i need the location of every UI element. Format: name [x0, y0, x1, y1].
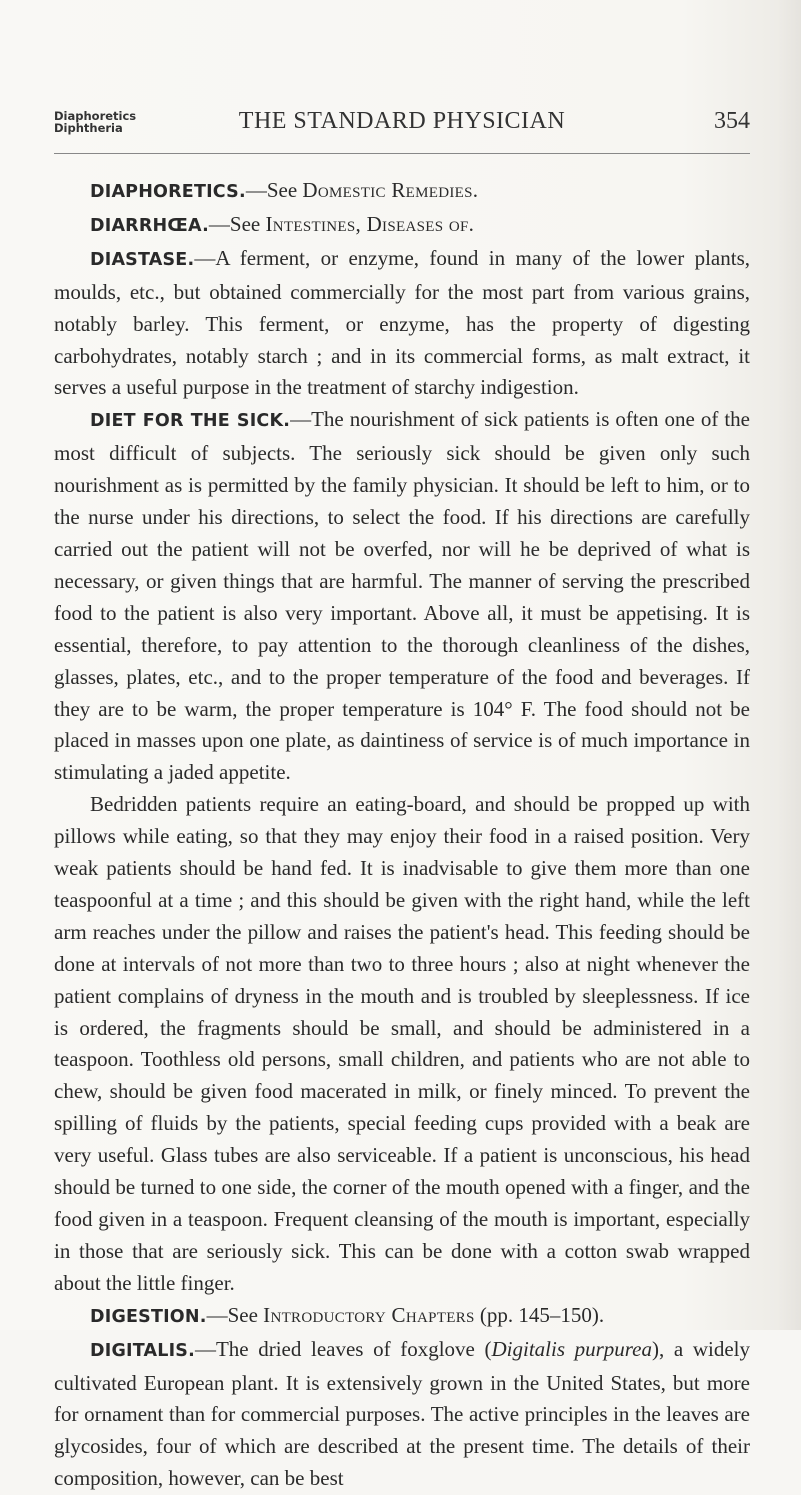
entry-text: —See [208, 211, 266, 236]
page-header [54, 108, 750, 148]
entry-text: —The nourishment of sick patients is often one of the most difficult of subjects. The seriously sick should be given only such nourishment as is permitted by the family physician. It should be left to him, or to the nurse under his directions, to select the food. If his directions are carefully carried out the patient will not be overfed, nor will he be deprived of what is necessary, or given things that are harmful. The manner of serving the prescribed food to the patient is also very important. Above all, it must be appetising. It is essential, therefore, to pay attention to the thorough cleanliness of the dishes, glasses, plates, etc., and to the proper temperature of the food and beverages. If they are to be warm, the proper temperature is 104° F. The food should not be placed in masses upon one plate, as daintiness of service is of much importance in stimulating a jaded appetite. [54, 407, 750, 785]
entry-term: DIET FOR THE SICK. [90, 411, 291, 432]
entry-text: —See [206, 1302, 264, 1327]
running-title: THE STANDARD PHYSICIAN [238, 108, 566, 134]
entry-term: DIGESTION. [90, 1306, 207, 1327]
entry-term: DIARRHŒA. [90, 215, 209, 236]
guide-word-first: Diaphoretics [54, 109, 137, 123]
entry-term: DIASTASE. [90, 249, 195, 270]
guide-word-last: Diphtheria [54, 121, 123, 135]
cross-reference: Domestic Remedies. [302, 178, 479, 202]
entry-diet-for-the-sick [54, 404, 750, 789]
entry-diarrhoea [54, 209, 750, 243]
entry-text-continued: ), a widely cultivated European plant. It is extensively grown in the United States, but more for ornament than for commercial purposes. The active principles in the leaves are glycosides, four of which are described at the present time. The details of their composition, however, can be best [54, 1336, 750, 1491]
entry-term: DIGITALIS. [90, 1340, 195, 1361]
entry-text: —A ferment, or enzyme, found in many of the lower plants, moulds, etc., but obtained commercially for the most part from various grains, notably barley. This ferment, or enzyme, has the property of digesting carbohydrates, notably starch ; and in its commercial forms, as malt extract, it serves a useful purpose in the treatment of starchy indigestion. [54, 245, 750, 400]
entry-diastase [54, 243, 750, 405]
entry-digitalis [54, 1334, 750, 1495]
page-body [54, 175, 750, 1495]
entry-text: —The dried leaves of foxglove ( [194, 1336, 492, 1361]
page-range: (pp. 145–150). [474, 1302, 605, 1327]
cross-reference: Introductory Chapters [263, 1302, 475, 1327]
entry-digestion [54, 1300, 750, 1334]
entry-text: —See [245, 178, 303, 202]
header-rule [54, 153, 750, 154]
latin-name: Digitalis purpurea [491, 1336, 653, 1361]
entry-diaphoretics [54, 175, 750, 209]
entry-continuation: Bedridden patients require an eating-board, and should be propped up with pillows while eating, so that they may enjoy their food in a raised position. Very weak patients should be hand fed. It is inadvisable to give them more than one teaspoonful at a time ; and this should be given with the right hand, while the left arm reaches under the pillow and raises the patient's head. This feeding should be done at intervals of not more than two to three hours ; also at night whenever the patient complains of dryness in the mouth and is troubled by sleeplessness. If ice is ordered, the fragments should be small, and should be administered in a teaspoon. Toothless old persons, small children, and patients who are not able to chew, should be given food macerated in milk, or finely minced. To prevent the spilling of fluids by the patients, special feeding cups provided with a beak are very useful. Glass tubes are also serviceable. If a patient is unconscious, his head should be turned to one side, the corner of the mouth opened with a finger, and the food given in a teaspoon. Frequent cleansing of the mouth is important, especially in those that are seriously sick. This can be done with a cotton swab wrapped about the little finger. [54, 792, 750, 1295]
cross-reference: Intestines, Diseases of. [265, 211, 475, 236]
entry-term: DIAPHORETICS. [90, 182, 246, 202]
page-number: 354 [714, 108, 750, 134]
